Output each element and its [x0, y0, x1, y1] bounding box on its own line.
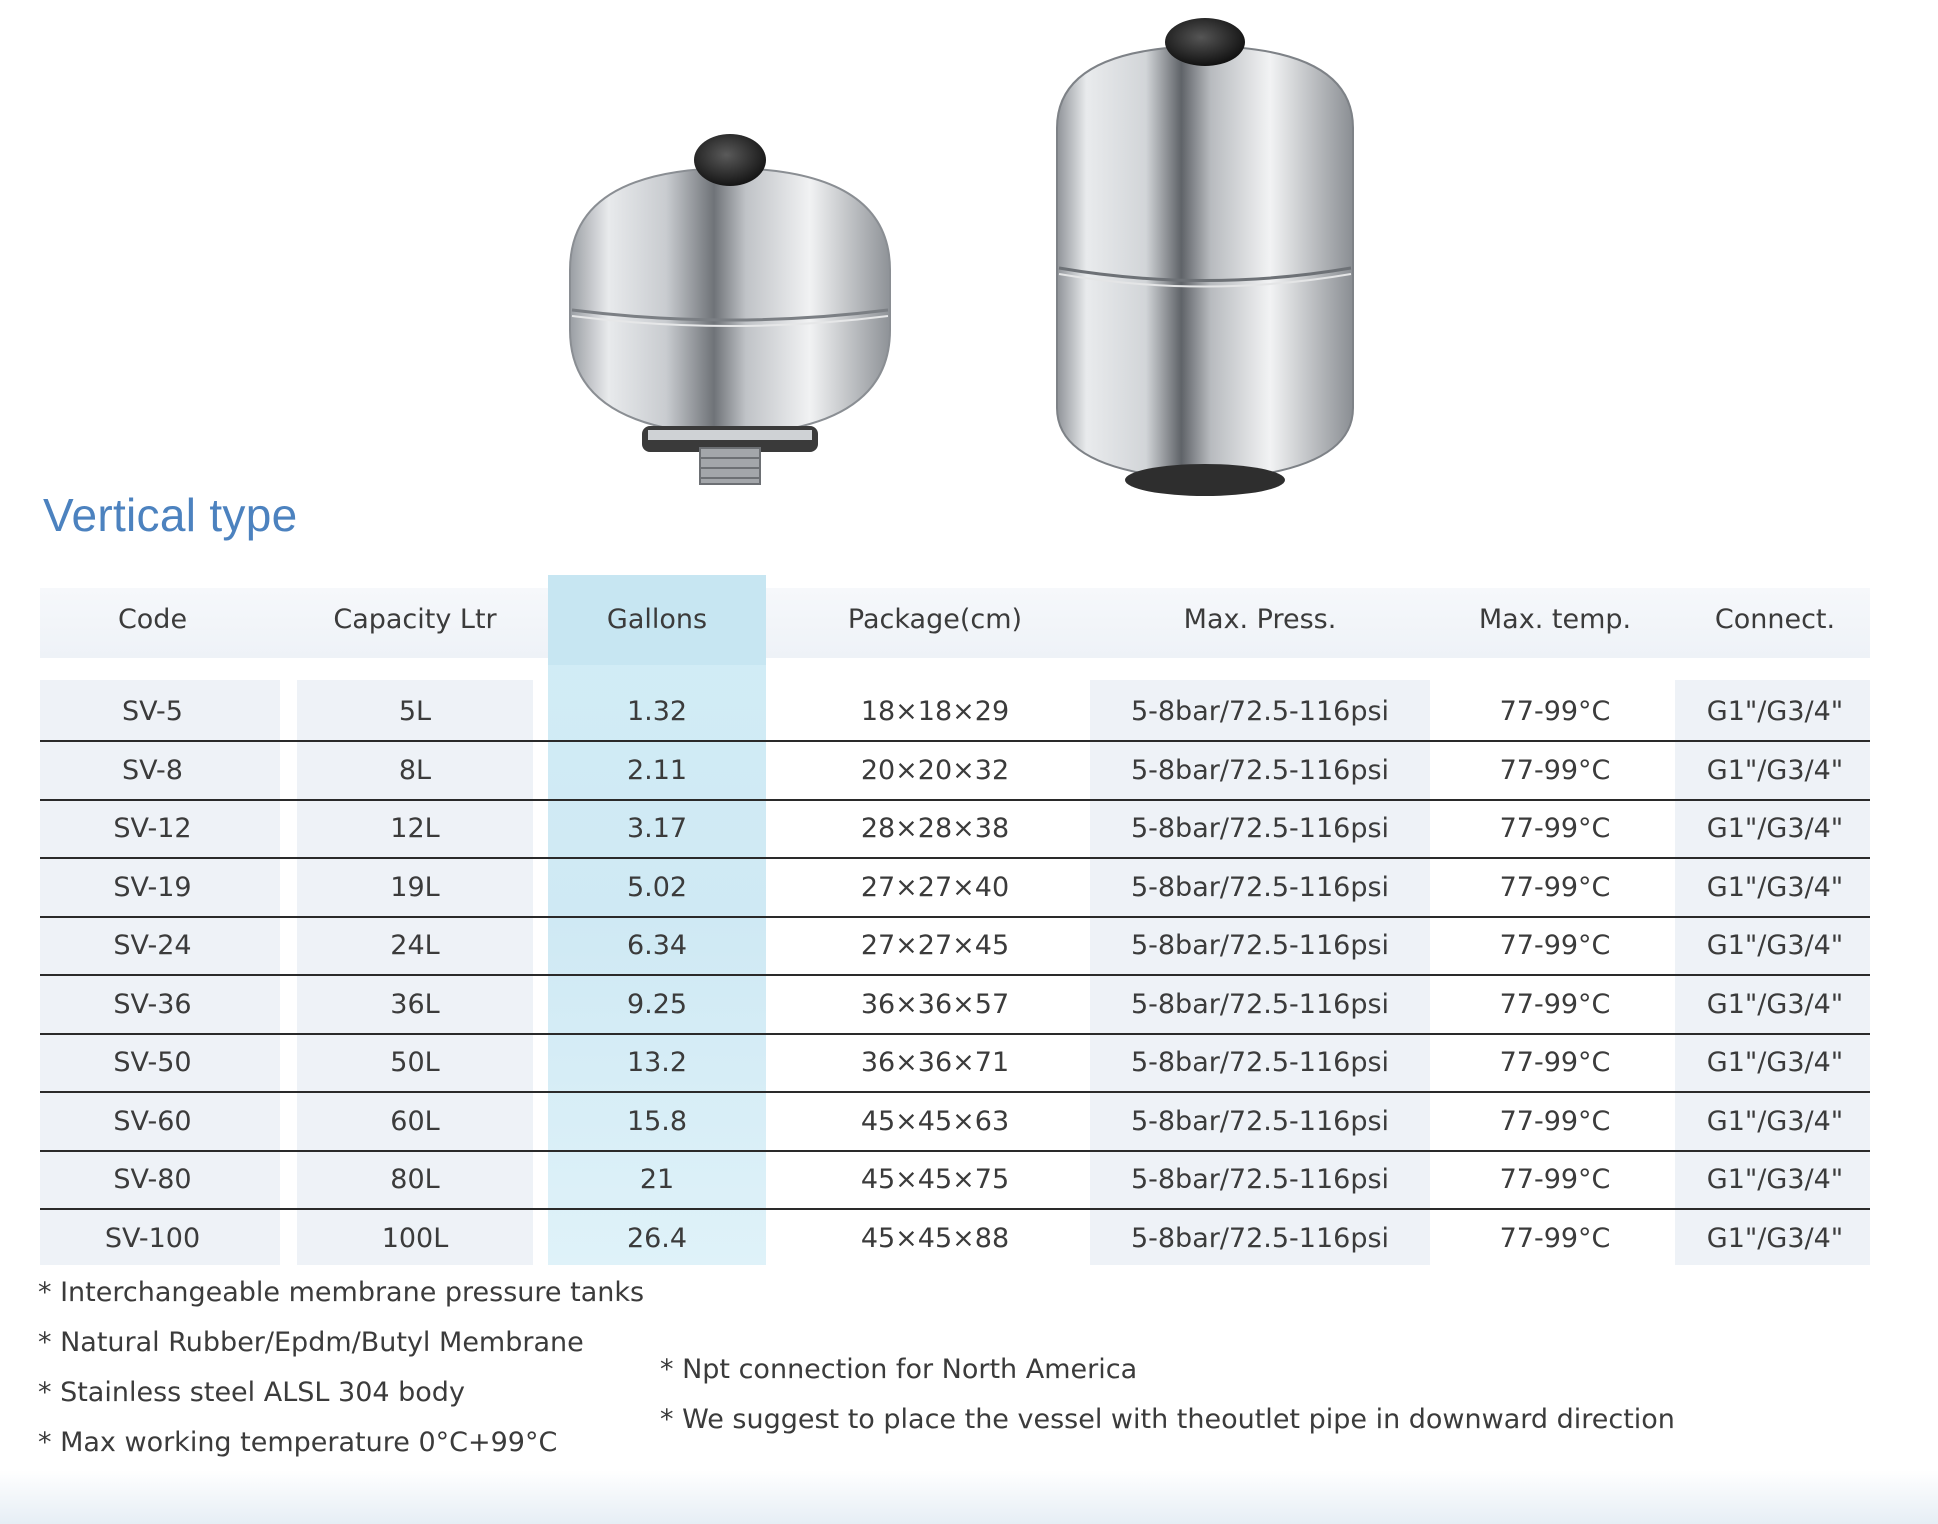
cell-code: SV-50: [113, 1047, 192, 1078]
cell-capacity: 50L: [390, 1047, 440, 1078]
notes-left: [38, 1268, 644, 1468]
notes-right: [660, 1345, 1675, 1445]
cell-connect: G1"/G3/4": [1706, 1047, 1844, 1078]
header-gallons: Gallons: [606, 604, 708, 635]
row-divider: [40, 1150, 1870, 1152]
cell-capacity: 100L: [381, 1222, 449, 1254]
cell-code: SV-60: [113, 1105, 192, 1137]
cell-max-press: 5-8bar/72.5-116psi: [1130, 1047, 1390, 1078]
cell-gallons: 3.17: [626, 813, 688, 844]
cell-gallons: 9.25: [626, 988, 688, 1020]
cell-package: 36×36×57: [860, 988, 1010, 1020]
small-tank-icon: [560, 130, 900, 500]
note-membrane-material: * Natural Rubber/Epdm/Butyl Membrane: [38, 1327, 584, 1358]
cell-package: 20×20×32: [860, 754, 1010, 786]
cell-max-temp: 77-99°C: [1499, 871, 1611, 903]
cell-package: 45×45×75: [860, 1164, 1010, 1195]
row-divider: [40, 857, 1870, 859]
bottom-fade: [0, 1470, 1938, 1524]
cell-gallons: 6.34: [626, 930, 688, 961]
cell-code: SV-24: [113, 930, 192, 961]
row-divider: [40, 1091, 1870, 1093]
header-package: Package(cm): [847, 604, 1023, 635]
cell-gallons: 21: [639, 1164, 675, 1195]
row-divider: [40, 916, 1870, 918]
note-body-material: * Stainless steel ALSL 304 body: [38, 1377, 465, 1408]
cell-connect: G1"/G3/4": [1706, 988, 1844, 1020]
row-divider: [40, 1208, 1870, 1210]
header-max-temp: Max. temp.: [1478, 604, 1632, 635]
cell-code: SV-19: [113, 871, 192, 903]
cell-package: 27×27×45: [860, 930, 1010, 961]
row-divider: [40, 974, 1870, 976]
cell-max-press: 5-8bar/72.5-116psi: [1130, 813, 1390, 844]
cell-max-temp: 77-99°C: [1499, 696, 1611, 727]
cell-package: 45×45×88: [860, 1222, 1010, 1254]
cell-package: 27×27×40: [860, 871, 1010, 903]
cell-connect: G1"/G3/4": [1706, 696, 1844, 727]
cell-code: SV-12: [113, 813, 192, 844]
cell-connect: G1"/G3/4": [1706, 1105, 1844, 1137]
cell-connect: G1"/G3/4": [1706, 930, 1844, 961]
cell-max-press: 5-8bar/72.5-116psi: [1130, 696, 1390, 727]
cell-max-press: 5-8bar/72.5-116psi: [1130, 1105, 1390, 1137]
cell-package: 18×18×29: [860, 696, 1010, 727]
large-tank-icon: [1045, 18, 1365, 503]
row-divider: [40, 799, 1870, 801]
cell-connect: G1"/G3/4": [1706, 1222, 1844, 1254]
cell-capacity: 24L: [390, 930, 440, 961]
cell-max-temp: 77-99°C: [1499, 988, 1611, 1020]
cell-connect: G1"/G3/4": [1706, 1164, 1844, 1195]
cell-code: SV-5: [122, 696, 183, 727]
cell-max-press: 5-8bar/72.5-116psi: [1130, 754, 1390, 786]
cell-code: SV-80: [113, 1164, 192, 1195]
cell-max-temp: 77-99°C: [1499, 754, 1611, 786]
cell-max-temp: 77-99°C: [1499, 930, 1611, 961]
header-code: Code: [117, 604, 188, 635]
cell-max-press: 5-8bar/72.5-116psi: [1130, 988, 1390, 1020]
cell-gallons: 5.02: [626, 871, 688, 903]
cell-capacity: 36L: [390, 988, 440, 1020]
cell-gallons: 2.11: [626, 754, 688, 786]
section-title: Vertical type: [43, 489, 298, 541]
cell-max-temp: 77-99°C: [1499, 1047, 1611, 1078]
cell-gallons: 15.8: [626, 1105, 688, 1137]
header-connect: Connect.: [1714, 604, 1836, 635]
cell-max-temp: 77-99°C: [1499, 1164, 1611, 1195]
note-membrane-tanks: * Interchangeable membrane pressure tanks: [38, 1277, 645, 1308]
cell-max-temp: 77-99°C: [1499, 1222, 1611, 1254]
cell-gallons: 13.2: [626, 1047, 688, 1078]
cell-max-temp: 77-99°C: [1499, 813, 1611, 844]
note-placement: * We suggest to place the vessel with theoutlet pipe in downward direction: [660, 1404, 1675, 1435]
cell-capacity: 5L: [398, 696, 432, 727]
cell-gallons: 26.4: [626, 1222, 688, 1254]
cell-capacity: 80L: [390, 1164, 440, 1195]
cell-gallons: 1.32: [626, 696, 688, 727]
header-capacity: Capacity Ltr: [333, 604, 497, 635]
cell-package: 45×45×63: [860, 1105, 1010, 1137]
cell-code: SV-36: [113, 988, 192, 1020]
cell-max-press: 5-8bar/72.5-116psi: [1130, 871, 1390, 903]
cell-max-press: 5-8bar/72.5-116psi: [1130, 1222, 1390, 1254]
note-npt-connection: * Npt connection for North America: [660, 1354, 1138, 1385]
row-divider: [40, 1033, 1870, 1035]
cell-code: SV-100: [104, 1222, 201, 1254]
cell-connect: G1"/G3/4": [1706, 754, 1844, 786]
cell-max-press: 5-8bar/72.5-116psi: [1130, 930, 1390, 961]
cell-capacity: 19L: [390, 871, 440, 903]
note-max-temperature: * Max working temperature 0°C+99°C: [38, 1427, 558, 1458]
cell-package: 36×36×71: [860, 1047, 1010, 1078]
cell-connect: G1"/G3/4": [1706, 813, 1844, 844]
cell-max-press: 5-8bar/72.5-116psi: [1130, 1164, 1390, 1195]
cell-code: SV-8: [122, 754, 183, 786]
header-max-press: Max. Press.: [1183, 604, 1337, 635]
cell-package: 28×28×38: [860, 813, 1010, 844]
cell-max-temp: 77-99°C: [1499, 1105, 1611, 1137]
cell-connect: G1"/G3/4": [1706, 871, 1844, 903]
cell-capacity: 12L: [390, 813, 440, 844]
cell-capacity: 8L: [398, 754, 432, 786]
row-divider: [40, 740, 1870, 742]
cell-capacity: 60L: [390, 1105, 440, 1137]
